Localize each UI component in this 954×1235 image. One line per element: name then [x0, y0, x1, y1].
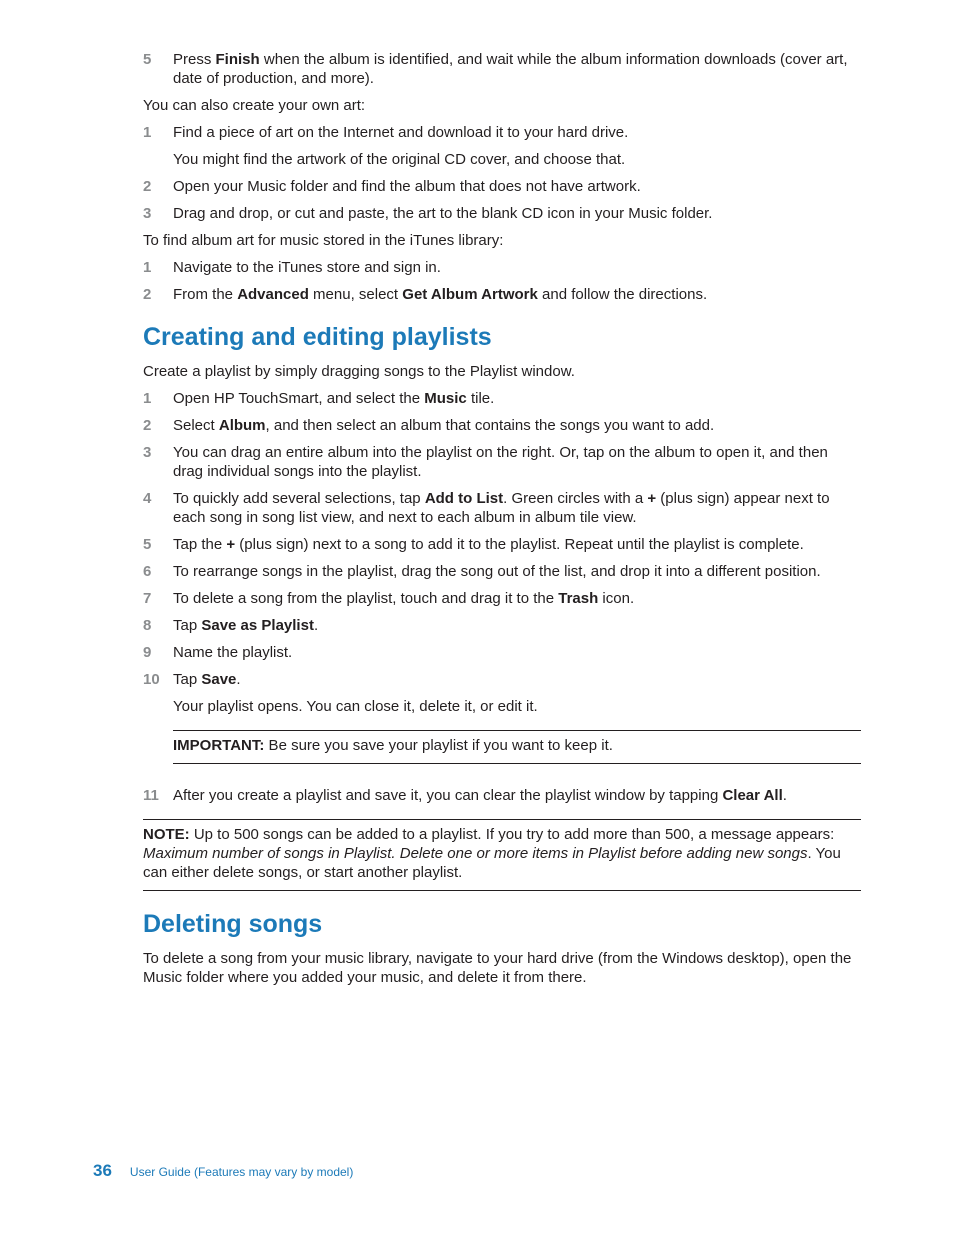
intro-own-art: You can also create your own art:	[143, 97, 366, 114]
own-art-step-3: 3 Drag and drop, or cut and paste, the art to the blank CD icon in your Music folder.	[143, 205, 713, 222]
playlists-intro: Create a playlist by simply dragging songs to the Playlist window.	[143, 363, 575, 380]
important-callout: IMPORTANT: Be sure you save your playlist if you want to keep it.	[173, 730, 861, 764]
own-art-step-2: 2 Open your Music folder and find the album that does not have artwork.	[143, 178, 641, 195]
step-number: 11	[143, 787, 159, 804]
own-art-sub-note: You might find the artwork of the original CD cover, and choose that.	[173, 151, 626, 168]
playlist-step-4: 4 To quickly add several selections, tap Add to List. Green circles with a + (plus sign) appear next to each song in song list view, and next to each album in album tile view.	[143, 490, 830, 526]
playlist-step-10-sub: Your playlist opens. You can close it, delete it, or edit it.	[173, 698, 538, 715]
step-number: 1	[143, 390, 152, 407]
heading-deleting-songs: Deleting songs	[143, 910, 323, 938]
page-footer	[93, 1161, 353, 1182]
footer-text: User Guide (Features may vary by model)	[129, 1165, 354, 1179]
note-label: NOTE:	[143, 826, 190, 843]
playlist-step-11: 11 After you create a playlist and save it, you can clear the playlist window by tapping Clear All.	[143, 787, 787, 804]
step-finish: 5 Press Finish when the album is identified, and wait while the album information downloads (cover art, date of production, and more).	[143, 51, 848, 87]
playlist-step-1: 1 Open HP TouchSmart, and select the Music tile.	[143, 390, 495, 407]
step-number: 8	[143, 617, 152, 634]
step-number: 5	[143, 536, 152, 553]
playlist-step-3: 3 You can drag an entire album into the playlist on the right. Or, tap on the album to open it, and then drag individual songs into the playlist.	[143, 444, 828, 480]
step-number: 6	[143, 563, 152, 580]
deleting-text: To delete a song from your music library, navigate to your hard drive (from the Windows desktop), open the Music folder where you added your music, and delete it from there.	[143, 950, 852, 986]
playlist-step-8: 8 Tap Save as Playlist.	[143, 617, 319, 634]
step-number: 4	[143, 490, 152, 507]
playlist-step-6: 6 To rearrange songs in the playlist, drag the song out of the list, and drop it into a different position.	[143, 563, 821, 580]
own-art-step-1: 1 Find a piece of art on the Internet and download it to your hard drive.	[143, 124, 629, 141]
important-label: IMPORTANT:	[173, 737, 265, 754]
itunes-step-2: 2 From the Advanced menu, select Get Album Artwork and follow the directions.	[143, 286, 708, 303]
step-number: 10	[143, 671, 160, 688]
playlist-step-2: 2 Select Album, and then select an album that contains the songs you want to add.	[143, 417, 715, 434]
step-number: 1	[143, 259, 152, 276]
playlist-step-9: 9 Name the playlist.	[143, 644, 293, 661]
step-number: 7	[143, 590, 152, 607]
step-number: 3	[143, 444, 152, 461]
page-number: 36	[93, 1161, 112, 1180]
heading-creating-playlists: Creating and editing playlists	[143, 323, 492, 351]
playlist-step-5: 5 Tap the + (plus sign) next to a song to add it to the playlist. Repeat until the playlist is complete.	[143, 536, 804, 553]
itunes-step-1: 1 Navigate to the iTunes store and sign in.	[143, 259, 441, 276]
step-number: 9	[143, 644, 152, 661]
playlist-step-7: 7 To delete a song from the playlist, touch and drag it to the Trash icon.	[143, 590, 635, 607]
intro-itunes: To find album art for music stored in the iTunes library:	[143, 232, 504, 249]
step-number: 3	[143, 205, 152, 222]
page-content	[143, 50, 861, 995]
step-number: 2	[143, 417, 152, 434]
note-callout: NOTE: Up to 500 songs can be added to a playlist. If you try to add more than 500, a message appears: Maximum number of songs in Playlist. Delete one or more items in Playlist before adding new songs. You can either delete songs, or start another playlist.	[143, 819, 861, 891]
step-number: 2	[143, 178, 152, 195]
playlist-step-10: 10 Tap Save.	[143, 671, 241, 688]
step-number: 1	[143, 124, 152, 141]
step-number: 2	[143, 286, 152, 303]
step-number: 5	[143, 51, 152, 68]
note-message: Maximum number of songs in Playlist. Delete one or more items in Playlist before adding new songs	[143, 845, 808, 862]
